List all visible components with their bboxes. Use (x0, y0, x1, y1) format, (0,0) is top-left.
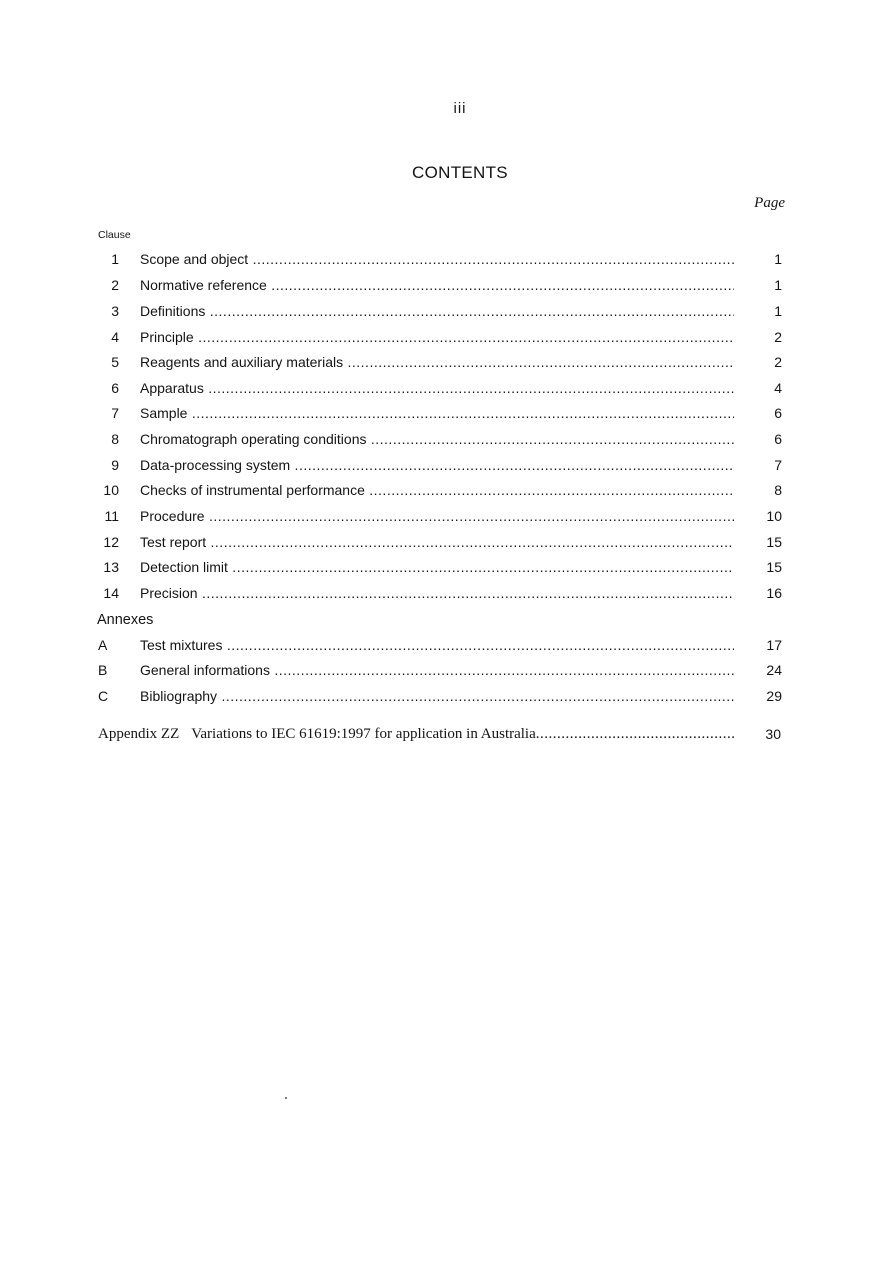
appendix-title: Variations to IEC 61619:1997 for application in Australia ..... (191, 726, 736, 742)
clause-number: 1 (111, 251, 119, 267)
page-ref: 2 (774, 329, 782, 345)
toc-entry[interactable] (96, 506, 786, 526)
page-ref: 1 (774, 251, 782, 267)
toc-annex-entry[interactable] (96, 686, 786, 706)
page-ref: 6 (774, 431, 782, 447)
clause-number: 14 (103, 585, 119, 601)
annex-title: Bibliography ..... (140, 688, 734, 704)
toc-entry[interactable] (96, 249, 786, 269)
clause-title: Procedure ..... (140, 508, 734, 524)
toc-entry[interactable] (96, 327, 786, 347)
clause-title: Apparatus ..... (140, 380, 734, 396)
page-ref: 24 (766, 662, 782, 678)
clause-title: Data-processing system ..... (140, 457, 734, 473)
toc-entry[interactable] (96, 557, 786, 577)
clause-title: Test report ..... (140, 534, 734, 550)
page-ref: 7 (774, 457, 782, 473)
clause-title: Definitions ..... (140, 303, 734, 319)
clause-number: 7 (111, 405, 119, 421)
clause-title: Reagents and auxiliary materials ..... (140, 354, 734, 370)
annex-letter: C (98, 688, 109, 704)
annexes-heading: Annexes (97, 612, 154, 628)
toc-annex-entry[interactable] (96, 660, 786, 680)
page-ref: 30 (765, 726, 781, 742)
toc-appendix-entry[interactable] (98, 723, 786, 745)
toc-annex-entry[interactable] (96, 635, 786, 655)
clause-number: 6 (111, 380, 119, 396)
clause-title: Precision ..... (140, 585, 734, 601)
page-ref: 8 (774, 482, 782, 498)
page-ref: 2 (774, 354, 782, 370)
clause-title: Normative reference ..... (140, 277, 734, 293)
toc-entry[interactable] (96, 403, 786, 423)
clause-number: 3 (111, 303, 119, 319)
page-ref: 4 (774, 380, 782, 396)
toc-entry[interactable] (96, 455, 786, 475)
scan-speck (285, 1097, 287, 1099)
toc-entry[interactable] (96, 429, 786, 449)
page-ref: 15 (766, 534, 782, 550)
page-ref: 6 (774, 405, 782, 421)
clause-number: 8 (111, 431, 119, 447)
toc-entry[interactable] (96, 301, 786, 321)
toc-entry[interactable] (96, 352, 786, 372)
clause-number: 10 (103, 482, 119, 498)
clause-number: 4 (111, 329, 119, 345)
clause-number: 13 (103, 559, 119, 575)
clause-title: Sample ..... (140, 405, 734, 421)
toc-entry[interactable] (96, 275, 786, 295)
clause-column-label: Clause (98, 229, 131, 241)
page-ref: 17 (766, 637, 782, 653)
annex-title: General informations ..... (140, 662, 734, 678)
toc-entry[interactable] (96, 532, 786, 552)
annex-letter: B (98, 662, 108, 678)
page-number: iii (453, 100, 467, 117)
clause-title: Principle ..... (140, 329, 734, 345)
clause-number: 11 (104, 508, 119, 524)
page-ref: 1 (774, 277, 782, 293)
toc-entry[interactable] (96, 480, 786, 500)
toc-entry[interactable] (96, 583, 786, 603)
clause-number: 2 (111, 277, 119, 293)
clause-title: Checks of instrumental performance ..... (140, 482, 734, 498)
clause-title: Scope and object ..... (140, 251, 734, 267)
page-ref: 1 (774, 303, 782, 319)
page-ref: 16 (766, 585, 782, 601)
clause-title: Detection limit ..... (140, 559, 734, 575)
clause-number: 9 (111, 457, 119, 473)
clause-number: 5 (111, 354, 119, 370)
page-column-label: Page (754, 195, 785, 211)
page-ref: 29 (766, 688, 782, 704)
page-ref: 15 (766, 559, 782, 575)
contents-title: CONTENTS (412, 163, 508, 182)
annex-title: Test mixtures ..... (140, 637, 734, 653)
appendix-label: Appendix ZZ (98, 726, 180, 742)
annex-letter: A (98, 637, 108, 653)
clause-number: 12 (103, 534, 119, 550)
clause-title: Chromatograph operating conditions ..... (140, 431, 734, 447)
toc-entry[interactable] (96, 378, 786, 398)
page-ref: 10 (766, 508, 782, 524)
